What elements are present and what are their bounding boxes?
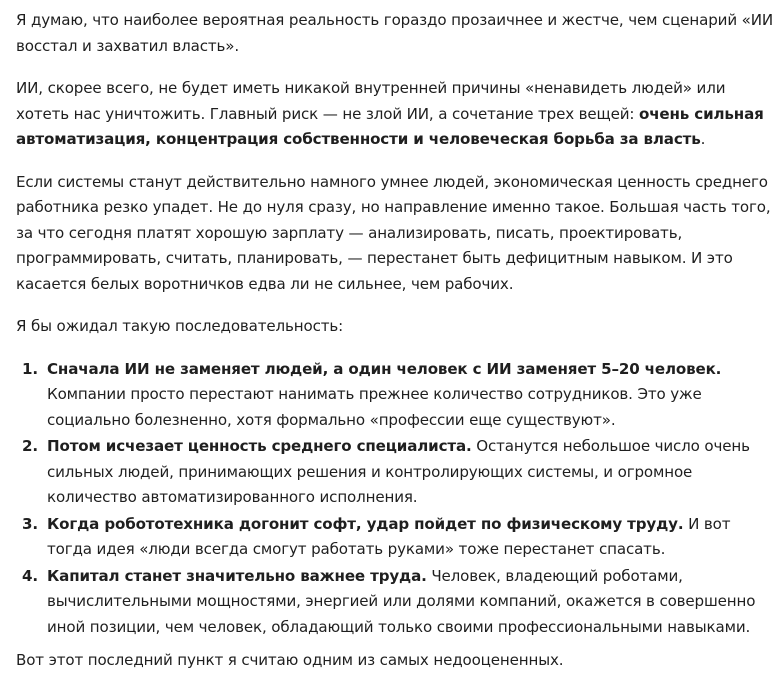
list-item-bold: Когда робототехника догонит софт, удар пойдет по физическому труду. xyxy=(47,514,684,533)
paragraph-2 xyxy=(16,76,773,153)
list-item-text: Человек, владеющий роботами, вычислительными мощностями, энергией или долями компаний, окажется в совершенно иной позиции, чем человек, обладающий только своими профессиональными навыками. xyxy=(47,566,756,636)
list-item-number: 1. xyxy=(22,359,38,378)
list-item-text: Компании просто перестают нанимать прежнее количество сотрудников. Это уже социально болезненно, хотя формально «профессии еще существуют». xyxy=(47,385,702,429)
list-item-number: 2. xyxy=(22,437,38,455)
list-item xyxy=(16,564,773,641)
list-item xyxy=(16,434,773,511)
list-item-bold: Потом исчезает ценность среднего специалиста. xyxy=(47,437,472,455)
paragraph-2-text: ИИ, скорее всего, не будет иметь никакой внутренней причины «ненавидеть людей» или хотеть нас уничтожить. Главный риск — не злой ИИ, а сочетание трех вещей: xyxy=(16,79,726,123)
paragraph-2-end: . xyxy=(700,130,706,148)
list-item-number: 3. xyxy=(22,514,38,533)
list-item xyxy=(16,512,773,563)
paragraph-5: Вот этот последний пункт я считаю одним из самых недооцененных. xyxy=(16,651,564,669)
paragraph-2-bold: очень сильная автоматизация, концентрация собственности и человеческая борьба за власть xyxy=(16,104,764,148)
paragraph-1: Я думаю, что наиболее вероятная реальность гораздо прозаичнее и жестче, чем сценарий «ИИ восстал и захватил власть». xyxy=(16,11,774,55)
list-item-text: И вот тогда идея «люди всегда смогут работать руками» тоже перестанет спасать. xyxy=(47,514,731,558)
numbered-list xyxy=(16,357,773,641)
list-item-bold: Капитал станет значительно важнее труда. xyxy=(47,566,427,585)
list-item xyxy=(16,357,773,434)
list-item-number: 4. xyxy=(22,566,38,585)
paragraph-4: Я бы ожидал такую последовательность: xyxy=(16,317,344,335)
list-item-bold: Сначала ИИ не заменяет людей, а один человек с ИИ заменяет 5–20 человек. xyxy=(47,359,722,378)
paragraph-3: Если системы станут действительно намного умнее людей, экономическая ценность среднего работника резко упадет. Не до нуля сразу, но направление именно такое. Большая часть того, за что сегодня платят хорошую зарплату — анализировать, писать, проектировать, программировать, считать, планировать, — перестанет быть дефицитным навыком. И это касается белых воротничков едва ли не сильнее, чем рабочих. xyxy=(16,172,771,293)
list-item-text: Останутся небольшое число очень сильных людей, принимающих решения и контролирующих системы, и огромное количество автоматизированного исполнения. xyxy=(47,437,750,506)
